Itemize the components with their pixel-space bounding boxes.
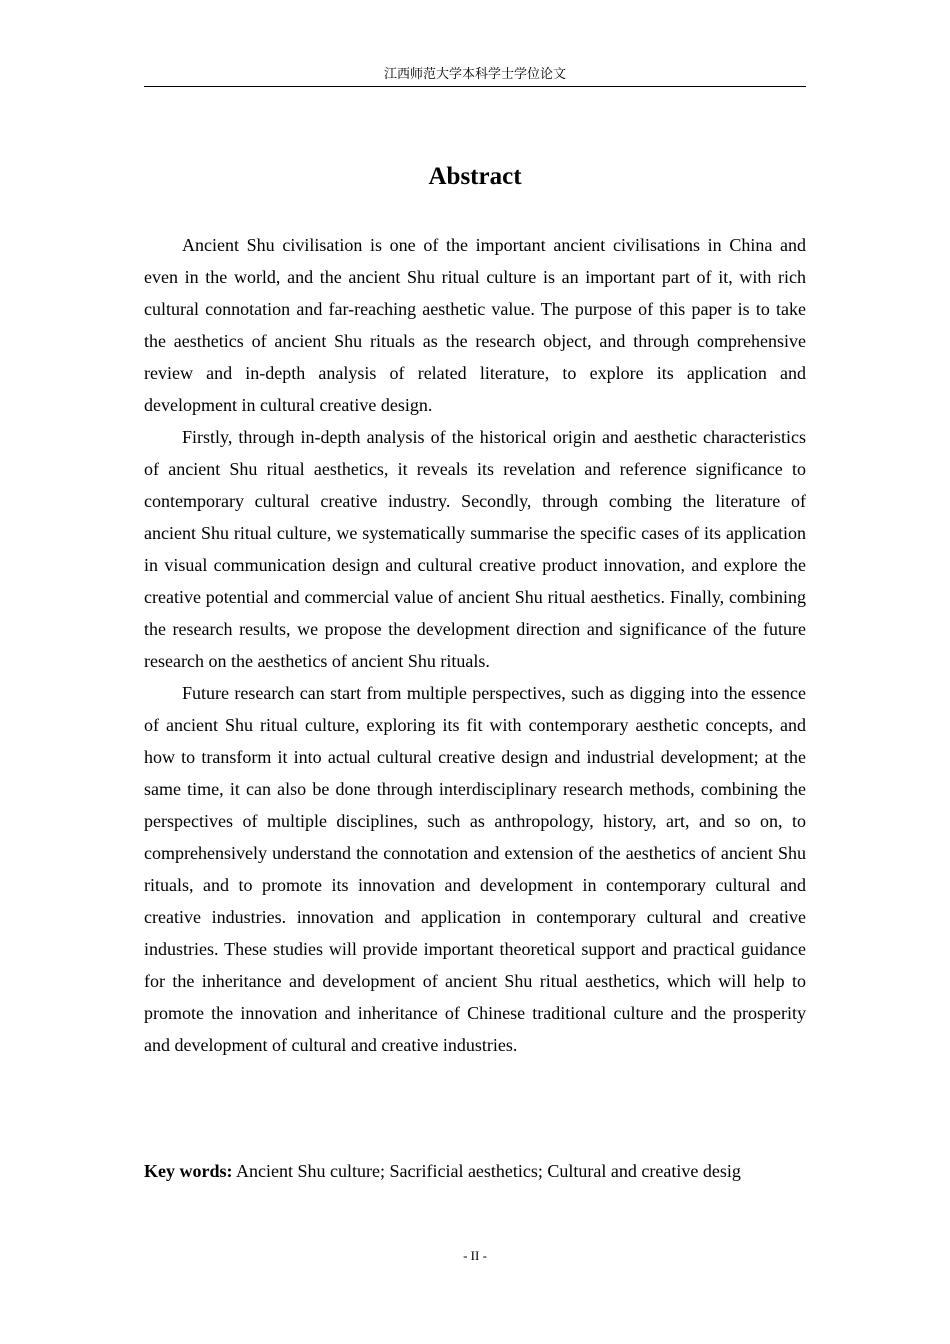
abstract-paragraph-1: Ancient Shu civilisation is one of the important ancient civilisations in China and even in the world, and the ancient Shu ritual culture is an important part of it, with rich cultural connotation and far-reaching aesthetic value. The purpose of this paper is to take the aesthetics of ancient Shu rituals as the research object, and through comprehensive review and in-depth analysis of related literature, to explore its application and development in cultural creative design. [144,235,806,415]
keywords-line [144,1155,806,1187]
keywords-label: Key words: [144,1161,233,1181]
abstract-body [144,229,806,1061]
running-header: 江西师范大学本科学士学位论文 [383,67,566,82]
page-title: Abstract [428,163,522,190]
page-number: - II - [463,1248,487,1263]
header-rule [144,86,806,87]
keywords-text: Ancient Shu culture; Sacrificial aesthetics; Cultural and creative desig [236,1161,741,1181]
abstract-paragraph-2: Firstly, through in-depth analysis of the historical origin and aesthetic characteristics of ancient Shu ritual aesthetics, it reveals its revelation and reference significance to contemporary cultural creative industry. Secondly, through combing the literature of ancient Shu ritual culture, we systematically summarise the specific cases of its application in visual communication design and cultural creative product innovation, and explore the creative potential and commercial value of ancient Shu ritual aesthetics. Finally, combining the research results, we propose the development direction and significance of the future research on the aesthetics of ancient Shu rituals. [144,427,806,671]
abstract-paragraph-3: Future research can start from multiple perspectives, such as digging into the essence of ancient Shu ritual culture, exploring its fit with contemporary aesthetic concepts, and how to transform it into actual cultural creative design and industrial development; at the same time, it can also be done through interdisciplinary research methods, combining the perspectives of multiple disciplines, such as anthropology, history, art, and so on, to comprehensively understand the connotation and extension of the aesthetics of ancient Shu rituals, and to promote its innovation and development in contemporary cultural and creative industries. innovation and application in contemporary cultural and creative industries. These studies will provide important theoretical support and practical guidance for the inheritance and development of ancient Shu ritual aesthetics, which will help to promote the innovation and inheritance of Chinese traditional culture and the prosperity and development of cultural and creative industries. [144,683,806,1055]
